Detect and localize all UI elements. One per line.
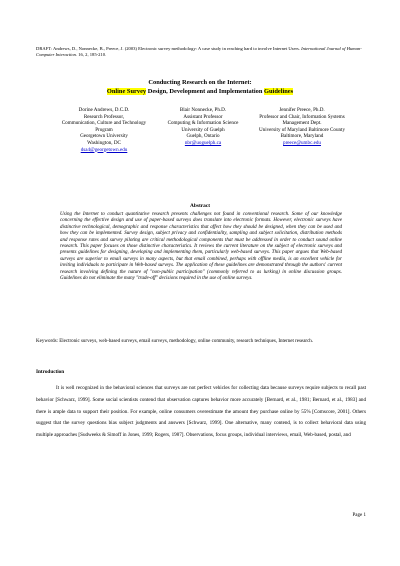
keywords: Keywords: Electronic surveys, web-based surveys, email surveys, methodology, online community, research techniques, Internet research. (36, 339, 314, 344)
title-line-2 (0, 88, 400, 97)
author-3 (256, 107, 348, 153)
author-2 (157, 107, 249, 153)
author-role: Professor and Chair, Information Systems Management Dept. (259, 113, 345, 127)
title-middle-text: Design, Development and Implementation (147, 87, 263, 95)
page-number: Page 1 (352, 513, 366, 518)
author-name: Dorine Andrews, D.C.D. (78, 107, 130, 113)
draft-citation-note (36, 46, 366, 58)
author-email-link[interactable]: dsa4@georgetown.edu (80, 146, 128, 153)
author-block (58, 107, 348, 153)
author-dept: University of Maryland Baltimore County (258, 126, 345, 133)
abstract-text: Using the Internet to conduct quantitative research presents challenges not found in conventional research. Some of our knowledge concerning the effective design and use of paper-based surveys does translate into electronic formats. However, electronic surveys have distinctive technological, demographic and response characteristics that affect how they should be designed, when they can be used and how they can be implemented. Survey design, subject privacy and confidentiality, sampling and subject solicitation, distribution methods and response rates and survey piloting are critical methodological components that must be addressed in order to conduct sound online research. This paper focuses on those distinctive characteristics. It reviews the current literature on the subject of electronic surveys and presents guidelines for designing, developing and implementing them, particularly web-based surveys. This paper argues that Web-based surveys are superior to email surveys in many aspects, but that email combined, perhaps with offline media, is an excellent vehicle for inviting individuals to participate in Web-based surveys. The application of these guidelines are demonstrated through the authors' current research involving defining the nature of "non-public participation" (commonly referred to as lurking) in online discussion groups. Guidelines do not eliminate the many "trade-off" decisions required in the use of online surveys. (60, 212, 342, 282)
abstract-heading: Abstract (189, 203, 211, 209)
draft-volume: 16, 2, 185-210. (78, 52, 107, 58)
introduction-paragraph: It is well recognized in the behavioral sciences that surveys are not perfect vehicles for collecting data because surveys require subjects to recall past behavior [Schwarz, 1999]. Some social scientists contend that observation captures behavior more accurately [Bernard, et al., 1981; Bernard, et al., 1983] and there is ample data to support their position. For example, online consumers overestimate the amount they purchase online by 55% [Comscore, 2001]. Others suggest that the survey questions bias subject judgments and answers [Schwarz, 1999]. One alternative, many contend, is to collect behavioral data using multiple approaches [Sudweeks & Simoff in Jones, 1999; Rogers, 1987]. Observations, focus groups, individual interviews, email, Web-based, postal, and (36, 385, 366, 439)
author-name: Blair Nonnecke, Ph.D. (179, 107, 227, 113)
author-city: Washington, DC (87, 139, 121, 146)
title-line-1: Conducting Research on the Internet: (148, 79, 252, 86)
title-highlight-guidelines: Guidelines (264, 87, 294, 95)
author-role: Research Professor, (83, 113, 125, 120)
author-1 (58, 107, 150, 153)
draft-journal-name: International Journal of Human-Computer Interaction. (36, 46, 362, 58)
paper-title (0, 79, 400, 96)
section-heading-introduction: Introduction (36, 369, 65, 375)
title-highlight-online-survey: Online Survey (106, 87, 147, 95)
author-dept: Computing & Information Science (167, 120, 239, 127)
author-city: Guelph, Ontario (186, 133, 220, 140)
author-dept: Communication, Culture and Technology Program (61, 120, 147, 133)
author-email-link[interactable]: nbr@uoguelph.ca (184, 139, 222, 146)
author-org: Georgetown University (80, 133, 128, 140)
author-email-link[interactable]: preece@umbc.edu (283, 139, 321, 146)
author-org: University of Guelph (181, 126, 225, 133)
draft-note-text: DRAFT: Andrews, D., Nonnecke, B., Preece, J. (2003) Electronic survey methodology: A case study in reaching hard to involve Internet Users. (36, 46, 300, 51)
author-city: Baltimore, Maryland (280, 133, 324, 140)
author-role: Assistant Professor (183, 113, 223, 120)
author-name: Jennifer Preece, Ph.D. (279, 107, 325, 113)
